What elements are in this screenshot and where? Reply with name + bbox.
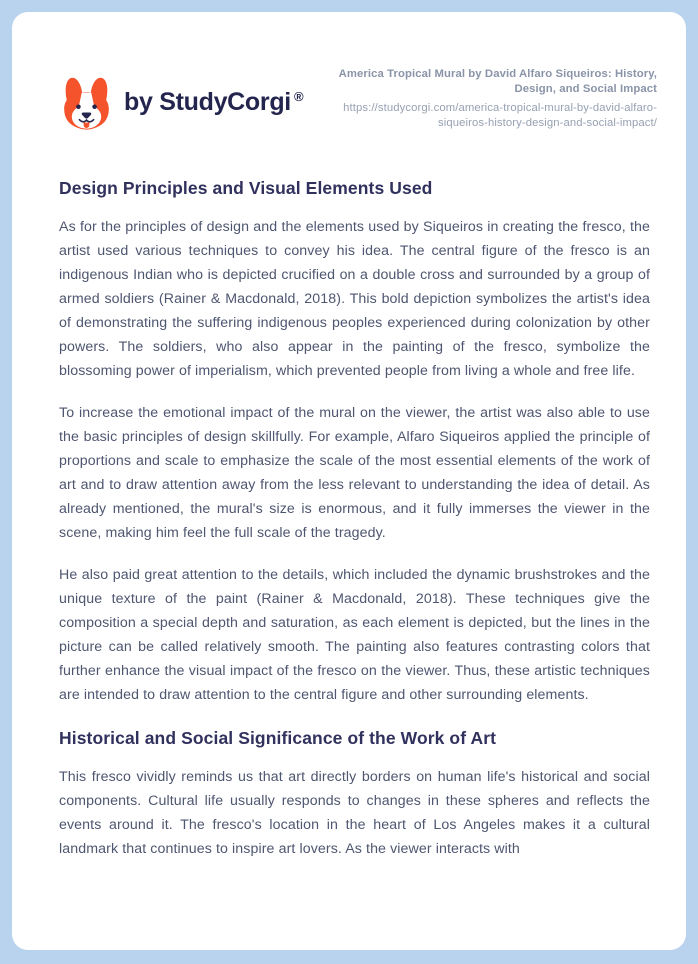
paragraph-design-1: As for the principles of design and the elements used by Siqueiros in creating the fresco, the artist used various techniques to convey his idea. The central figure of the fresco is an indigenous Indian who is depicted crucified on a double cross and surrounded by a group of armed soldiers (Rainer & Macdonald, 2018). This bold depiction symbolizes the artist's idea of demonstrating the suffering indigenous peoples experienced during colonization by other powers. The soldiers, who also appear in the painting of the fresco, symbolize the blossoming power of imperialism, which prevented people from living a whole and free life. — [59, 219, 650, 379]
registered-trademark: ® — [293, 88, 304, 104]
document-url[interactable]: https://studycorgi.com/america-tropical-mural-by-david-alfaro-siqueiros-history-design-and-social-impact/ — [343, 102, 657, 129]
document-title: America Tropical Mural by David Alfaro Siqueiros: History, Design, and Social Impact — [338, 68, 657, 95]
section-heading-historical-significance: Historical and Social Significance of the Work of Art — [59, 728, 497, 748]
corgi-logo-icon — [58, 73, 115, 132]
document-meta — [303, 66, 657, 130]
brand-name — [124, 88, 303, 117]
brand-name-text: by StudyCorgi — [124, 88, 291, 116]
section-heading-design-principles: Design Principles and Visual Elements Used — [59, 178, 433, 198]
studycorgi-logo — [58, 73, 303, 132]
document-body — [12, 177, 686, 861]
document-card — [12, 12, 686, 950]
paragraph-design-3: He also paid great attention to the details, which included the dynamic brushstrokes and the unique texture of the paint (Rainer & Macdonald, 2018). These techniques give the composition a special depth and saturation, as each element is depicted, but the lines in the picture can be called relatively smooth. The painting also features contrasting colors that further enhance the visual impact of the fresco on the viewer. Thus, these artistic techniques are intended to draw attention to the central figure and other surrounding elements. — [59, 567, 650, 703]
paragraph-historical-1: This fresco vividly reminds us that art directly borders on human life's historical and social components. Cultural life usually responds to changes in these spheres and reflects the events around it. The fresco's location in the heart of Los Angeles makes it a cultural landmark that continues to inspire art lovers. As the viewer interacts with — [59, 769, 650, 857]
document-header — [12, 12, 686, 132]
paragraph-design-2: To increase the emotional impact of the mural on the viewer, the artist was also able to use the basic principles of design skillfully. For example, Alfaro Siqueiros applied the principle of proportions and scale to emphasize the scale of the most essential elements of the work of art and to draw attention away from the less relevant to understanding the idea of detail. As already mentioned, the mural's size is enormous, and it fully immerses the viewer in the scene, making him feel the full scale of the tragedy. — [59, 405, 650, 541]
